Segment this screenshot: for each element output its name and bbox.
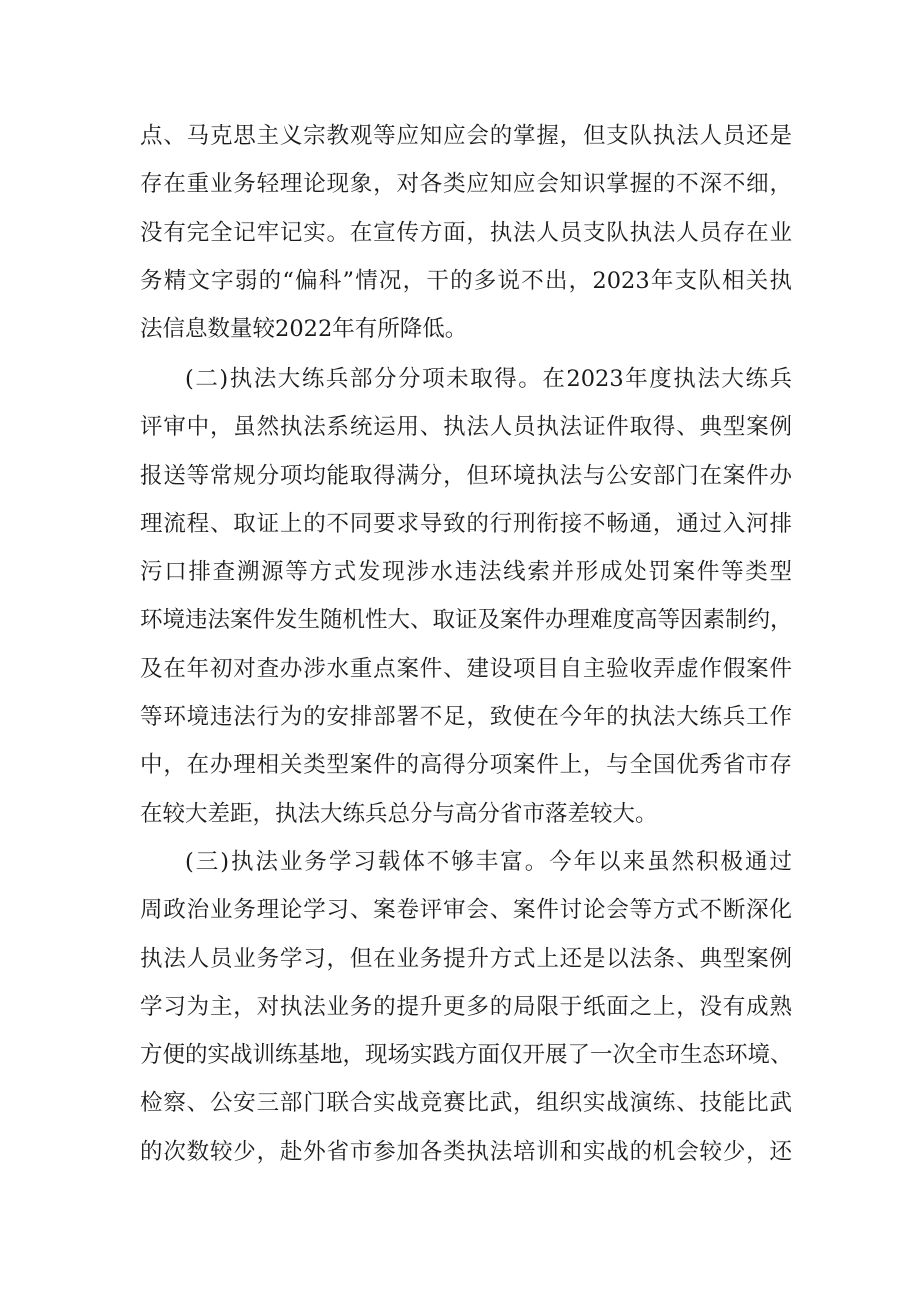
text-line: 没有完全记牢记实。在宣传方面，执法人员支队执法人员存在业 <box>140 219 792 246</box>
text-line: 存在重业务轻理论现象，对各类应知应会知识掌握的不深不细， <box>140 171 792 198</box>
text-line: 在较大差距，执法大练兵总分与高分省市落差较大。 <box>140 800 658 827</box>
paragraph-2 <box>140 355 792 838</box>
text-line: 理流程、取证上的不同要求导致的行刑衔接不畅通，通过入河排 <box>140 510 792 537</box>
text-line: 报送等常规分项均能取得满分，但环境执法与公安部门在案件办 <box>140 462 792 489</box>
text-line: 环境违法案件发生随机性大、取证及案件办理难度高等因素制约， <box>140 607 793 634</box>
paragraph-1 <box>140 112 792 353</box>
section-heading-line: (二)执法大练兵部分分项未取得。在2023年度执法大练兵 <box>185 366 792 392</box>
text-line: 评审中，虽然执法系统运用、执法人员执法证件取得、典型案例 <box>140 414 792 441</box>
text-line: 执法人员业务学习，但在业务提升方式上还是以法条、典型案例 <box>140 945 792 972</box>
section-heading-line: (三)执法业务学习载体不够丰富。今年以来虽然积极通过 <box>185 849 792 875</box>
text-line: 法信息数量较2022年有所降低。 <box>140 316 468 343</box>
text-line: 务精文字弱的“偏科”情况，干的多说不出，2023年支队相关执 <box>140 267 792 294</box>
text-line: 的次数较少，赴外省市参加各类执法培训和实战的机会较少，还 <box>140 1138 792 1165</box>
paragraph-3 <box>140 838 792 1176</box>
text-line: 中，在办理相关类型案件的高得分项案件上，与全国优秀省市存 <box>140 752 792 779</box>
text-line: 周政治业务理论学习、案卷评审会、案件讨论会等方式不断深化 <box>140 897 792 924</box>
text-line: 等环境违法行为的安排部署不足，致使在今年的执法大练兵工作 <box>140 704 792 731</box>
text-line: 污口排查溯源等方式发现涉水违法线索并形成处罚案件等类型 <box>140 559 792 586</box>
text-line: 学习为主，对执法业务的提升更多的局限于纸面之上，没有成熟 <box>140 993 792 1020</box>
text-line: 点、马克思主义宗教观等应知应会的掌握，但支队执法人员还是 <box>140 123 792 149</box>
text-line: 方便的实战训练基地，现场实践方面仅开展了一次全市生态环境、 <box>140 1042 793 1069</box>
text-line: 及在年初对查办涉水重点案件、建设项目自主验收弄虚作假案件 <box>140 655 792 682</box>
text-line: 检察、公安三部门联合实战竞赛比武，组织实战演练、技能比武 <box>140 1090 792 1117</box>
